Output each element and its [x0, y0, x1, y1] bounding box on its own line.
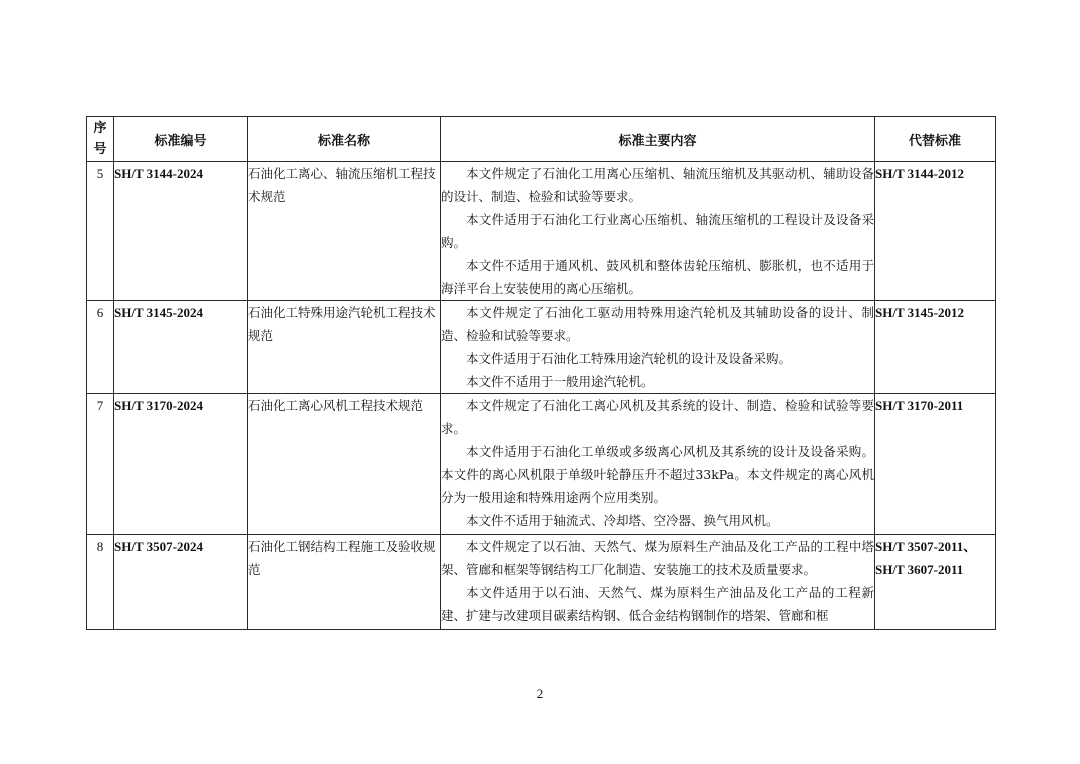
- header-content: 标准主要内容: [441, 117, 875, 162]
- row-number: 5: [87, 162, 114, 301]
- table-row: [87, 162, 996, 301]
- replaced-standard: [875, 394, 996, 535]
- standards-table: [86, 116, 996, 630]
- table-row: [87, 394, 996, 535]
- replaced-standard-code: SH/T 3145-2012: [875, 305, 964, 320]
- standard-name: 石油化工离心、轴流压缩机工程技术规范: [248, 162, 441, 301]
- header-replaces: 代替标准: [875, 117, 996, 162]
- replaced-standard-code: SH/T 3607-2011: [875, 562, 964, 577]
- standard-content: [441, 535, 875, 630]
- content-paragraph: 本文件适用于以石油、天然气、煤为原料生产油品及化工产品的工程新建、扩建与改建项目碳素结构钢、低合金结构钢制作的塔架、管廊和框: [441, 585, 874, 623]
- standard-code: SH/T 3170-2024: [114, 394, 248, 535]
- content-paragraph: 本文件适用于石油化工行业离心压缩机、轴流压缩机的工程设计及设备采购。: [441, 212, 874, 250]
- table-row: [87, 301, 996, 394]
- standard-code: SH/T 3507-2024: [114, 535, 248, 630]
- content-paragraph: 本文件不适用于轴流式、冷却塔、空冷器、换气用风机。: [466, 513, 779, 528]
- content-paragraph: 本文件规定了石油化工用离心压缩机、轴流压缩机及其驱动机、辅助设备的设计、制造、检验和试验等要求。: [441, 166, 874, 204]
- replaced-standard: [875, 535, 996, 630]
- table-header-row: [87, 117, 996, 162]
- replaced-standard-code: SH/T 3170-2011: [875, 398, 964, 413]
- header-seq-line1: 序: [93, 121, 107, 136]
- standard-code: SH/T 3145-2024: [114, 301, 248, 394]
- content-paragraph: 本文件规定了以石油、天然气、煤为原料生产油品及化工产品的工程中塔架、管廊和框架等钢结构工厂化制造、安装施工的技术及质量要求。: [441, 539, 874, 577]
- standard-name: 石油化工离心风机工程技术规范: [248, 394, 441, 535]
- replaced-standard: [875, 162, 996, 301]
- content-paragraph: 本文件适用于石油化工单级或多级离心风机及其系统的设计及设备采购。本文件的离心风机限于单级叶轮静压升不超过33kPa。本文件规定的离心风机分为一般用途和特殊用途两个应用类别。: [441, 444, 874, 505]
- table-row: [87, 535, 996, 630]
- content-paragraph: 本文件适用于石油化工特殊用途汽轮机的设计及设备采购。: [466, 351, 792, 366]
- row-number: 6: [87, 301, 114, 394]
- standard-name: 石油化工特殊用途汽轮机工程技术规范: [248, 301, 441, 394]
- row-number: 8: [87, 535, 114, 630]
- content-paragraph: 本文件不适用于通风机、鼓风机和整体齿轮压缩机、膨胀机，也不适用于海洋平台上安装使用的离心压缩机。: [441, 258, 874, 296]
- standard-content: [441, 394, 875, 535]
- content-paragraph: 本文件不适用于一般用途汽轮机。: [466, 374, 654, 389]
- header-code: 标准编号: [114, 117, 248, 162]
- replaced-standard: [875, 301, 996, 394]
- row-number: 7: [87, 394, 114, 535]
- standard-name: 石油化工钢结构工程施工及验收规范: [248, 535, 441, 630]
- header-seq-line2: 号: [93, 142, 107, 157]
- standard-code: SH/T 3144-2024: [114, 162, 248, 301]
- standard-content: [441, 301, 875, 394]
- replaced-standard-code: SH/T 3144-2012: [875, 166, 964, 181]
- replaced-standard-code: SH/T 3507-2011、: [875, 539, 977, 554]
- page-number: 2: [536, 686, 544, 701]
- header-name: 标准名称: [248, 117, 441, 162]
- header-seq: [87, 117, 114, 162]
- content-paragraph: 本文件规定了石油化工驱动用特殊用途汽轮机及其辅助设备的设计、制造、检验和试验等要求。: [441, 305, 874, 343]
- content-paragraph: 本文件规定了石油化工离心风机及其系统的设计、制造、检验和试验等要求。: [441, 398, 874, 436]
- standard-content: [441, 162, 875, 301]
